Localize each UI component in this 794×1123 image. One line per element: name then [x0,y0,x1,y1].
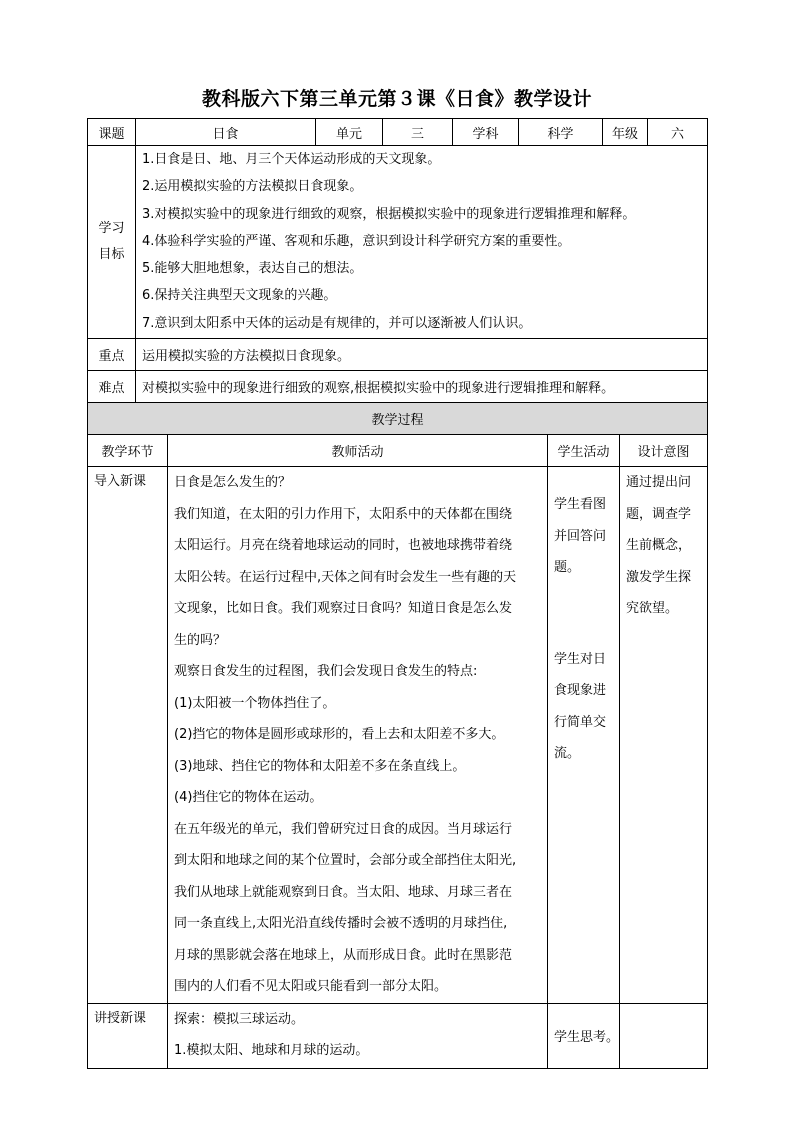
teacher-line: 日食是怎么发生的？ [174,475,292,490]
objectives-label-line: 目标 [98,247,125,262]
teacher-line: 探索：模拟三球运动。 [174,1011,305,1027]
objective-item: 3.对模拟实验中的现象进行细致的观察，根据模拟实验中的现象进行逻辑推理和解释。 [142,206,636,222]
teacher-line: 文现象，比如日食。我们观察过日食吗？知道日食是怎么发 [174,601,513,616]
new-teacher [168,1003,548,1068]
key-point-text: 运用模拟实验的方法模拟日食现象。 [136,339,708,371]
student-line: 并回答问 [554,528,607,544]
teacher-line: 围内的人们看不见太阳或只能看到一部分太阳。 [174,979,448,994]
new-stage-label: 讲授新课 [94,1010,147,1026]
subject-label: 学科 [453,119,519,146]
teacher-line: 我们知道，在太阳的引力作用下，太阳系中的天体都在围绕 [174,506,513,522]
difficulty-label: 难点 [88,371,136,403]
student-line: 流。 [554,746,581,761]
new-student-text: 学生思考。 [554,1030,620,1045]
header-design: 设计意图 [620,435,708,467]
teacher-line: 同一条直线上,太阳光沿直线传播时会被不透明的月球挡住, [174,916,508,931]
topic-value: 日食 [136,119,316,146]
info-row [88,119,708,146]
objectives-label [88,146,136,339]
new-stage [88,1003,168,1068]
objective-item: 5.能够大胆地想象，表达自己的想法。 [142,261,363,277]
student-line: 学生对日 [554,651,607,667]
unit-label: 单元 [316,119,383,146]
teacher-line: (2)挡它的物体是圆形或球形的，看上去和太阳差不多大。 [174,727,505,742]
intro-student [548,467,620,1004]
page-title: 教科版六下第三单元第３课《日食》教学设计 [201,88,592,110]
intro-stage-label: 导入新课 [94,474,147,489]
design-line: 究欲望。 [626,601,679,616]
objectives-label-line: 学习 [98,221,125,236]
teacher-line: 到太阳和地球之间的某个位置时，会部分或全部挡住太阳光, [174,853,517,868]
header-stage: 教学环节 [88,435,168,467]
difficulty-text: 对模拟实验中的现象进行细致的观察,根据模拟实验中的现象进行逻辑推理和解释。 [136,371,708,403]
teacher-line: (3)地球、挡住它的物体和太阳差不多在条直线上。 [174,758,466,774]
objective-item: 1.日食是日、地、月三个天体运动形成的天文现象。 [142,152,441,167]
grade-value: 六 [648,119,708,146]
key-point-row [88,339,708,371]
teacher-line: 生的吗？ [174,632,227,648]
key-point-label: 重点 [88,339,136,371]
header-student: 学生活动 [548,435,620,467]
grade-label: 年级 [603,119,648,146]
teacher-line: 观察日食发生的过程图，我们会发现日食发生的特点: [174,664,478,679]
intro-teacher [168,467,548,1004]
design-line: 生前概念， [626,538,692,553]
process-banner: 教学过程 [88,403,708,435]
process-header-row [88,435,708,467]
objectives-row [88,146,708,339]
objective-item: 6.保持关注典型天文现象的兴趣。 [142,288,337,304]
objective-item: 4.体验科学实验的严谨、客观和乐趣，意识到设计科学研究方案的重要性。 [142,233,571,249]
teacher-line: (1)太阳被一个物体挡住了。 [174,695,336,711]
topic-label: 课题 [88,119,136,146]
subject-value: 科学 [519,119,603,146]
design-line: 题，调查学 [626,506,692,522]
student-line: 行简单交 [554,714,607,730]
design-line: 激发学生探 [626,569,692,585]
new-row [88,1003,708,1068]
objectives-list [136,146,708,339]
lesson-info-table [87,118,708,403]
teacher-line: 在五年级光的单元，我们曾研究过日食的成因。当月球运行 [174,821,513,837]
teacher-line: 太阳公转。在运行过程中,天体之间有时会发生一些有趣的天 [174,569,517,585]
design-line: 通过提出问 [626,475,692,490]
student-line: 题。 [554,560,581,575]
objective-item: 7.意识到太阳系中天体的运动是有规律的，并可以逐渐被人们认识。 [142,315,532,331]
student-line: 食现象进 [554,683,607,698]
teacher-line: 月球的黑影就会落在地球上，从而形成日食。此时在黑影范 [174,947,513,963]
process-banner-row [88,403,708,435]
new-student [548,1003,620,1068]
new-design [620,1003,708,1068]
process-table [87,402,708,1069]
teacher-line: 太阳运行。月亮在绕着地球运动的同时，也被地球携带着绕 [174,538,513,553]
teacher-line: 我们从地球上就能观察到日食。当太阳、地球、月球三者在 [174,884,513,900]
difficulty-row [88,371,708,403]
unit-value: 三 [383,119,453,146]
objective-item: 2.运用模拟实验的方法模拟日食现象。 [142,179,363,195]
teacher-line: 1.模拟太阳、地球和月球的运动。 [174,1043,369,1058]
header-teacher: 教师活动 [168,435,548,467]
intro-design [620,467,708,1004]
intro-stage [88,467,168,1004]
intro-row [88,467,708,1004]
teacher-line: (4)挡住它的物体在运动。 [174,790,323,805]
student-line: 学生看图 [554,497,607,512]
